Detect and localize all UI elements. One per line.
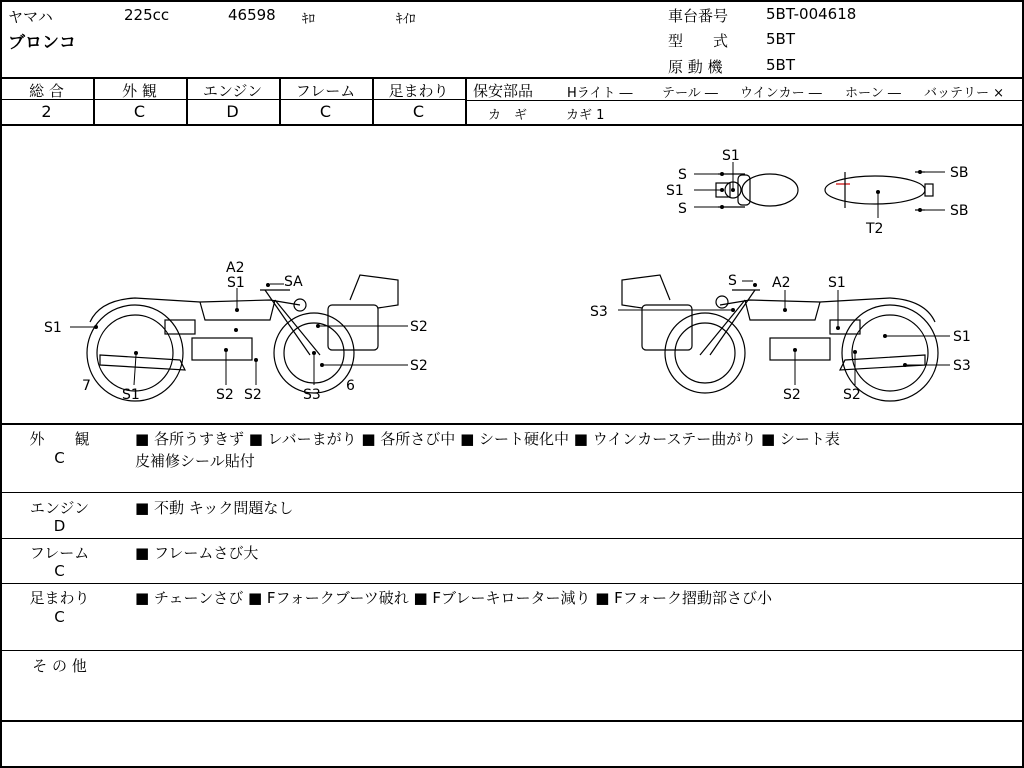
divider	[0, 492, 1024, 493]
safety-battery: バッテリー ×	[924, 86, 1005, 101]
divider	[0, 538, 1024, 539]
score-header-overall: 総 合	[29, 82, 64, 100]
mileage-unit-2: ｷｲﾛ	[396, 12, 416, 27]
diagram-label: SB	[950, 203, 969, 219]
svg-text:SA: SA	[284, 274, 303, 290]
mileage: 46598	[228, 6, 276, 24]
diagram-label: T2	[866, 221, 884, 237]
type-label: 型 式	[668, 32, 729, 50]
diagram-label: S	[678, 167, 687, 183]
right-side-leaders	[618, 281, 950, 385]
right-side-bike	[622, 275, 938, 401]
safety-horn: ホーン ―	[845, 86, 901, 101]
divider	[0, 583, 1024, 584]
remark-text-frame: ■ フレームさび大	[135, 544, 259, 562]
engine-value: 5BT	[766, 56, 795, 74]
top-view-bike	[716, 172, 933, 210]
score-header-engine: エンジン	[202, 82, 263, 100]
right-side-markers	[731, 283, 907, 367]
svg-text:S1: S1	[44, 320, 62, 336]
diagram-label: S1	[666, 183, 684, 199]
left-side-leaders	[70, 284, 408, 385]
remark-grade-frame: C	[54, 562, 65, 580]
remark-label-engine: エンジン	[29, 499, 90, 517]
score-suspension: C	[412, 102, 425, 121]
remark-text-appearance: ■ 各所うすきず ■ レバーまがり ■ 各所さび中 ■ シート硬化中 ■ ウインカーステー曲がり ■ シート表	[135, 430, 840, 448]
svg-text:A2: A2	[772, 275, 791, 291]
maker: ヤマハ	[8, 8, 53, 26]
divider	[0, 720, 1024, 722]
frame-no: 5BT-004618	[766, 5, 857, 23]
key-value: カギ 1	[566, 108, 605, 123]
svg-text:S1: S1	[953, 329, 971, 345]
svg-text:S2: S2	[843, 387, 861, 403]
remark-grade-engine: D	[53, 517, 66, 535]
svg-text:S1: S1	[122, 387, 140, 403]
svg-text:S2: S2	[244, 387, 262, 403]
score-engine: D	[226, 102, 239, 121]
svg-text:S2: S2	[410, 358, 428, 374]
engine-label: 原 動 機	[668, 58, 723, 76]
damage-diagram	[0, 126, 1024, 422]
svg-text:S3: S3	[303, 387, 321, 403]
remark-label-other: そ の 他	[32, 657, 87, 675]
svg-text:A2: A2	[226, 260, 245, 276]
svg-text:S: S	[728, 273, 737, 289]
remark-label-suspension: 足まわり	[29, 589, 90, 607]
remark-grade-appearance: C	[54, 449, 65, 467]
svg-text:6: 6	[346, 378, 355, 394]
safety-headlight: Hライト ―	[567, 86, 633, 101]
divider	[465, 77, 467, 125]
type-value: 5BT	[766, 30, 795, 48]
key-label: カ ギ	[488, 108, 528, 123]
remark-text-suspension: ■ チェーンさび ■ Fフォークブーツ破れ ■ Fブレーキローター減り ■ Fフォーク摺動部さび小	[135, 589, 773, 607]
remark-text-engine: ■ 不動 キック問題なし	[135, 499, 294, 517]
svg-text:S2: S2	[783, 387, 801, 403]
remark-text-appearance-2: 皮補修シール貼付	[135, 452, 255, 470]
score-appearance: C	[133, 102, 146, 121]
divider	[0, 650, 1024, 651]
safety-tail: テール ―	[662, 86, 718, 101]
top-view-labels	[666, 148, 969, 237]
remark-grade-suspension: C	[54, 608, 65, 626]
displacement: 225cc	[124, 6, 170, 24]
divider	[0, 77, 1024, 79]
svg-text:7: 7	[82, 378, 91, 394]
diagram-label: S	[678, 201, 687, 217]
svg-text:S2: S2	[410, 319, 428, 335]
divider	[0, 423, 1024, 425]
score-header-suspension: 足まわり	[388, 82, 449, 100]
svg-text:S1: S1	[828, 275, 846, 291]
remark-label-appearance: 外 観	[29, 430, 90, 448]
svg-text:S2: S2	[216, 387, 234, 403]
model: ブロンコ	[8, 33, 76, 53]
svg-text:S1: S1	[227, 275, 245, 291]
score-header-frame: フレーム	[295, 82, 356, 100]
diagram-label: SB	[950, 165, 969, 181]
frame-no-label: 車台番号	[668, 7, 729, 25]
score-frame: C	[319, 102, 332, 121]
mileage-unit: ｷﾛ	[302, 12, 315, 27]
remark-label-frame: フレーム	[29, 544, 90, 562]
score-header-appearance: 外 観	[122, 82, 157, 100]
safety-winker: ウインカー ―	[740, 86, 822, 101]
svg-text:S3: S3	[590, 304, 608, 320]
svg-text:S3: S3	[953, 358, 971, 374]
diagram-label: S1	[722, 148, 740, 164]
score-overall: 2	[41, 102, 52, 121]
safety-label: 保安部品	[473, 82, 534, 100]
